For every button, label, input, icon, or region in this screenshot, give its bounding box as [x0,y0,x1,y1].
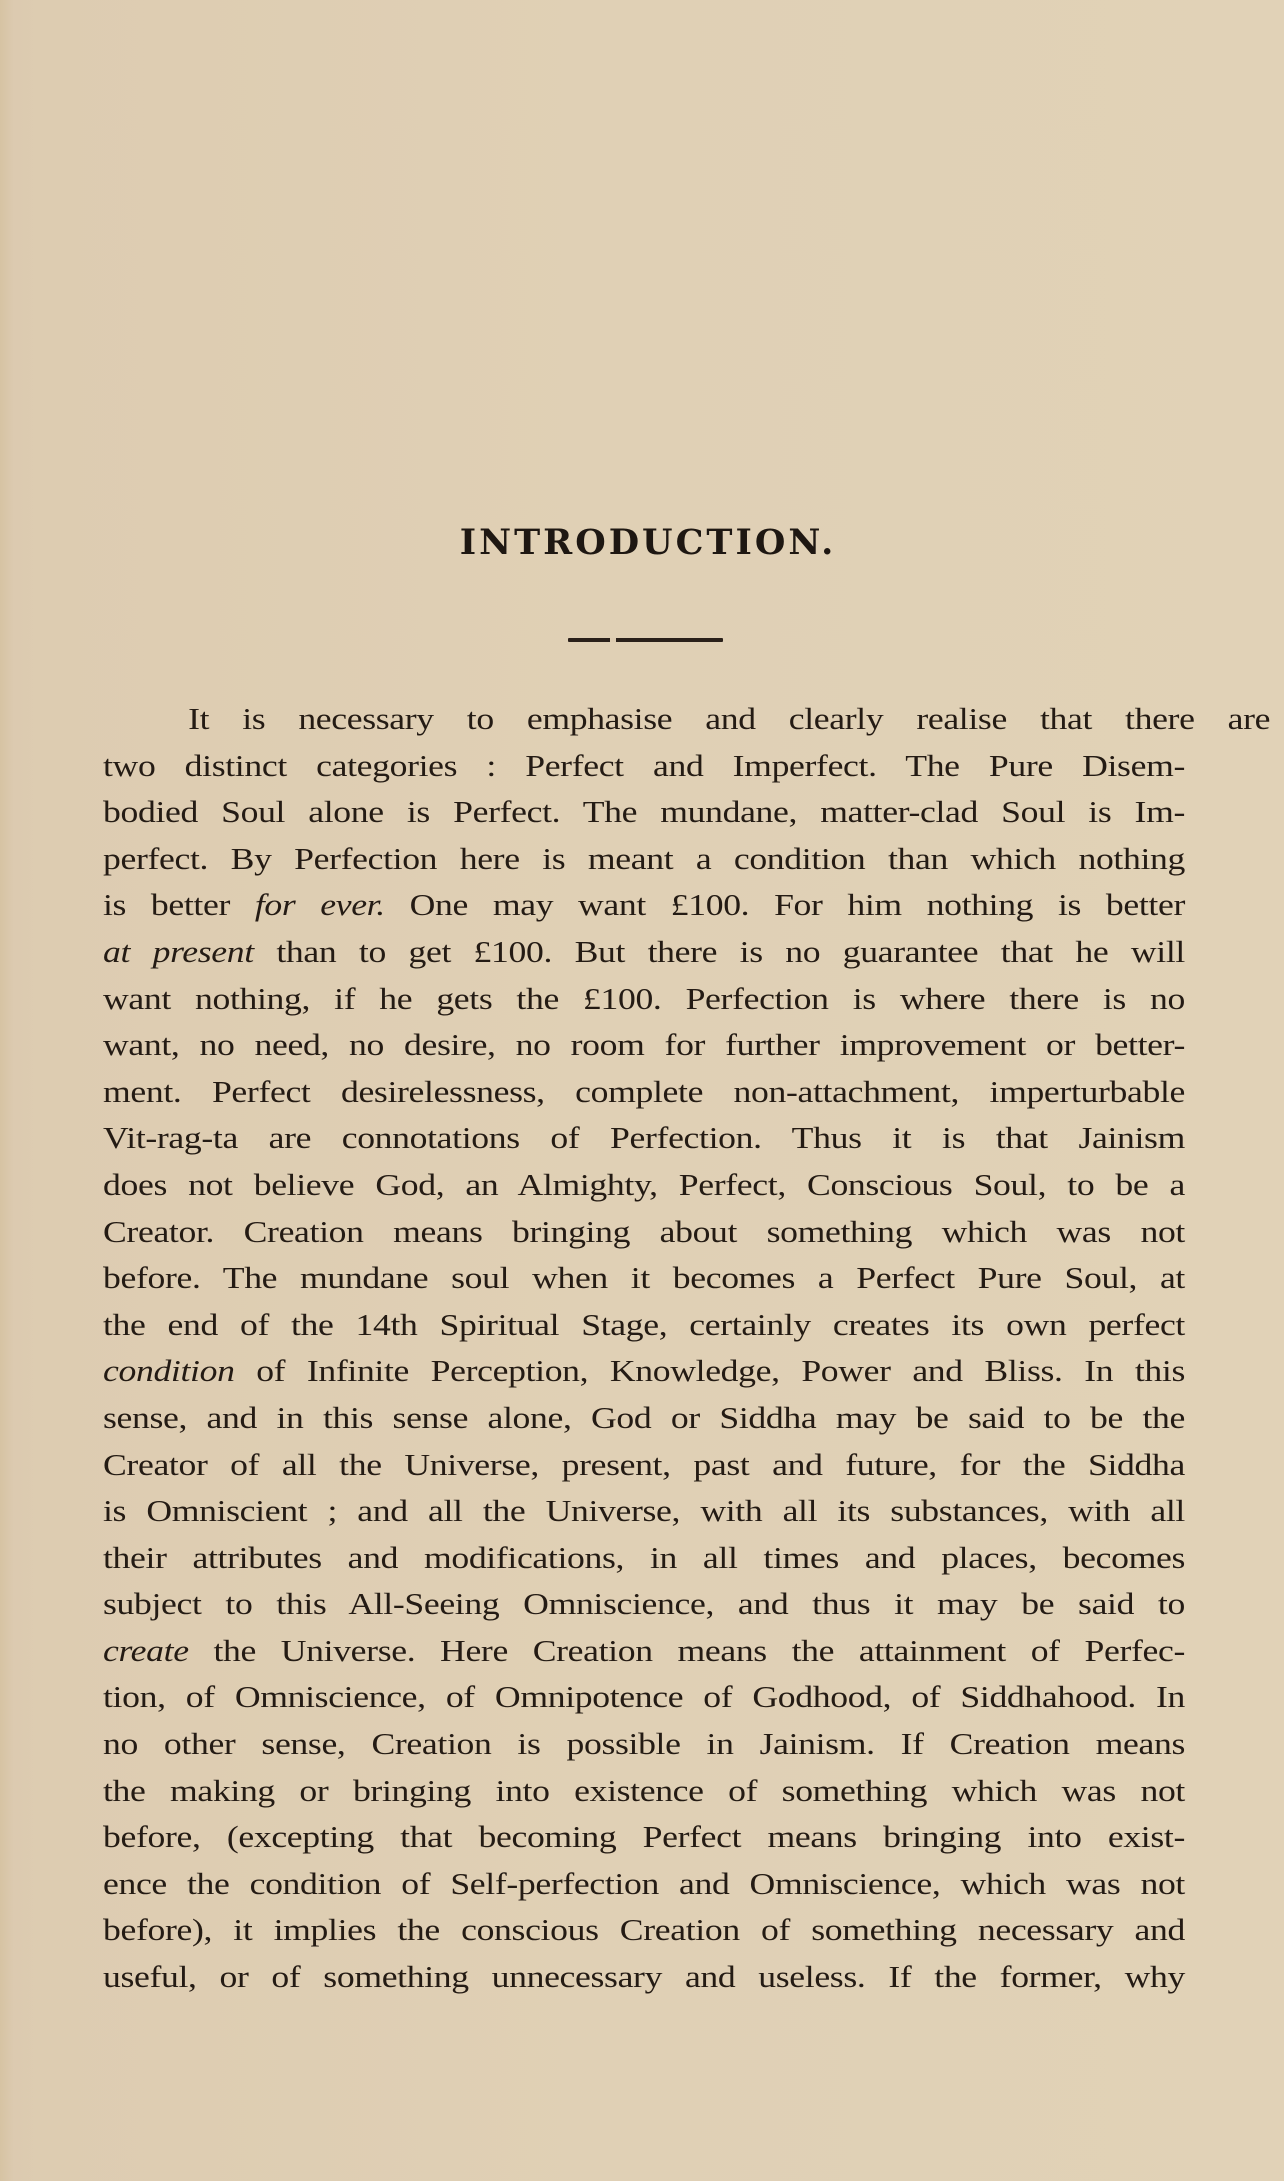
text-line: perfect. By Perfection here is meant a condition than which nothing [103,840,1185,876]
text-line: It is necessary to emphasise and clearly realise that there are [188,701,1271,736]
text-line: their attributes and modifications, in all times and places, becomes [103,1539,1185,1575]
italic-emphasis: for ever. [254,887,385,923]
text-line: before. The mundane soul when it becomes a Perfect Pure Soul, at [103,1260,1185,1296]
text-line: two distinct categories : Perfect and Imperfect. The Pure Disem- [103,747,1185,783]
text-line: no other sense, Creation is possible in Jainism. If Creation means [103,1726,1185,1762]
text-line: does not believe God, an Almighty, Perfect, Conscious Soul, to be a [103,1166,1185,1202]
text-line: ence the condition of Self-perfection and Omniscience, which was not [103,1865,1185,1901]
page-title: INTRODUCTION. [459,522,837,563]
text-line: condition of Infinite Perception, Knowledge, Power and Bliss. In this [103,1353,1185,1389]
text-line: want, no need, no desire, no room for further improvement or better- [103,1027,1185,1063]
italic-emphasis: condition [103,1353,235,1389]
text-line: before), it implies the conscious Creation of something necessary and [103,1912,1185,1948]
text-line: is Omniscient ; and all the Universe, with all its substances, with all [103,1493,1185,1529]
text-line: subject to this All-Seeing Omniscience, and thus it may be said to [103,1586,1185,1622]
text-line: ment. Perfect desirelessness, complete non-attachment, imperturbable [103,1073,1185,1109]
text-line: bodied Soul alone is Perfect. The mundane, matter-clad Soul is Im- [103,794,1185,830]
text-line: Creator. Creation means bringing about something which was not [103,1213,1185,1249]
text-line: tion, of Omniscience, of Omnipotence of Godhood, of Siddhahood. In [103,1679,1185,1715]
text-line: the end of the 14th Spiritual Stage, certainly creates its own perfect [103,1306,1185,1342]
text-line: is better for ever. One may want £100. For him nothing is better [103,887,1185,923]
text-line: want nothing, if he gets the £100. Perfection is where there is no [103,980,1185,1016]
italic-emphasis: create [103,1632,189,1668]
text-line: at present than to get £100. But there is no guarantee that he will [103,933,1185,969]
text-line: the making or bringing into existence of something which was not [103,1772,1185,1808]
text-line: create the Universe. Here Creation means the attainment of Perfec- [103,1632,1185,1668]
text-line: before, (excepting that becoming Perfect means bringing into exist- [103,1819,1185,1855]
text-line: Creator of all the Universe, present, past and future, for the Siddha [103,1446,1185,1482]
text-line: useful, or of something unnecessary and useless. If the former, why [103,1959,1185,1995]
italic-emphasis: at present [103,933,254,969]
ornamental-rule-divider [568,638,723,642]
text-line: Vit-rag-ta are connotations of Perfection. Thus it is that Jainism [103,1120,1185,1156]
body-paragraph [103,696,1271,2001]
text-line: sense, and in this sense alone, God or Siddha may be said to be the [103,1399,1185,1435]
